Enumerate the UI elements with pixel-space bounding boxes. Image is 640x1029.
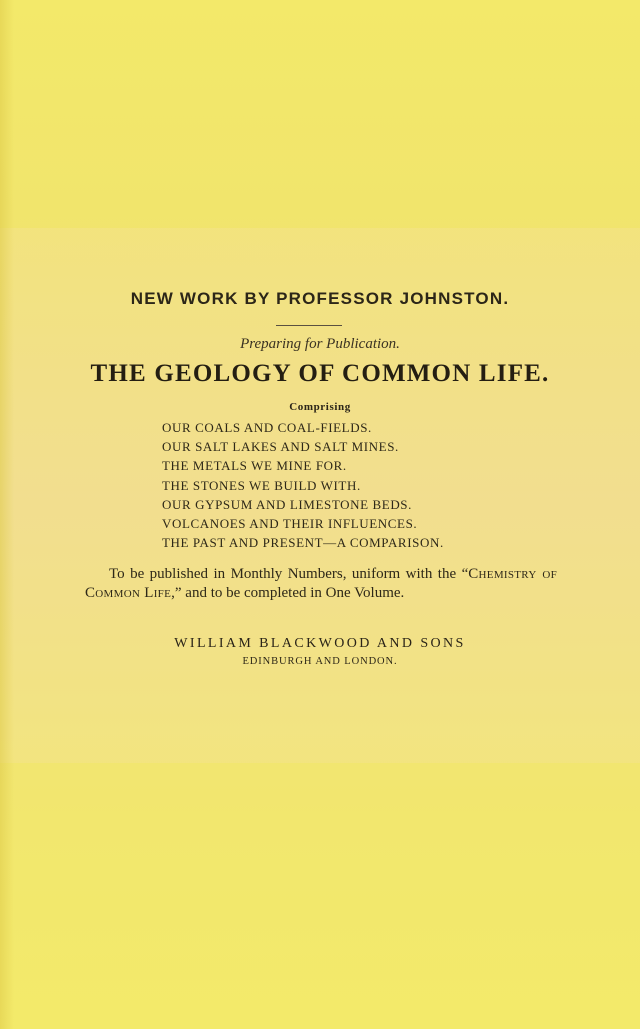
- paragraph-work-title: Chemistry of Common Life: [85, 566, 557, 601]
- list-item: OUR COALS AND COAL-FIELDS.: [162, 420, 372, 435]
- list-item: THE PAST AND PRESENT—A COMPARISON.: [162, 535, 444, 551]
- paragraph-text-1: To be published in Monthly Numbers, uniform with the “: [109, 566, 469, 582]
- preparing-line: Preparing for Publication.: [240, 336, 400, 352]
- publisher-place: EDINBURGH AND LONDON.: [242, 656, 398, 667]
- list-item: VOLCANOES AND THEIR INFLUENCES.: [162, 515, 418, 531]
- publication-paragraph: [85, 565, 557, 602]
- list-item: OUR GYPSUM AND LIMESTONE BEDS.: [162, 496, 412, 512]
- divider-rule: [276, 325, 342, 326]
- paragraph-text-2: ,” and to be completed in One Volume.: [171, 584, 405, 601]
- book-title: THE GEOLOGY OF COMMON LIFE.: [90, 360, 550, 387]
- list-item: THE METALS WE MINE FOR.: [162, 458, 347, 474]
- list-item: THE STONES WE BUILD WITH.: [162, 477, 361, 493]
- comprising-label: Comprising: [289, 401, 351, 413]
- list-item: OUR SALT LAKES AND SALT MINES.: [162, 439, 399, 455]
- page-edge-shadow: [0, 0, 14, 1029]
- publisher-name: WILLIAM BLACKWOOD AND SONS: [174, 636, 466, 651]
- notice-heading: NEW WORK BY PROFESSOR JOHNSTON.: [130, 289, 510, 308]
- contents-list: [162, 418, 444, 552]
